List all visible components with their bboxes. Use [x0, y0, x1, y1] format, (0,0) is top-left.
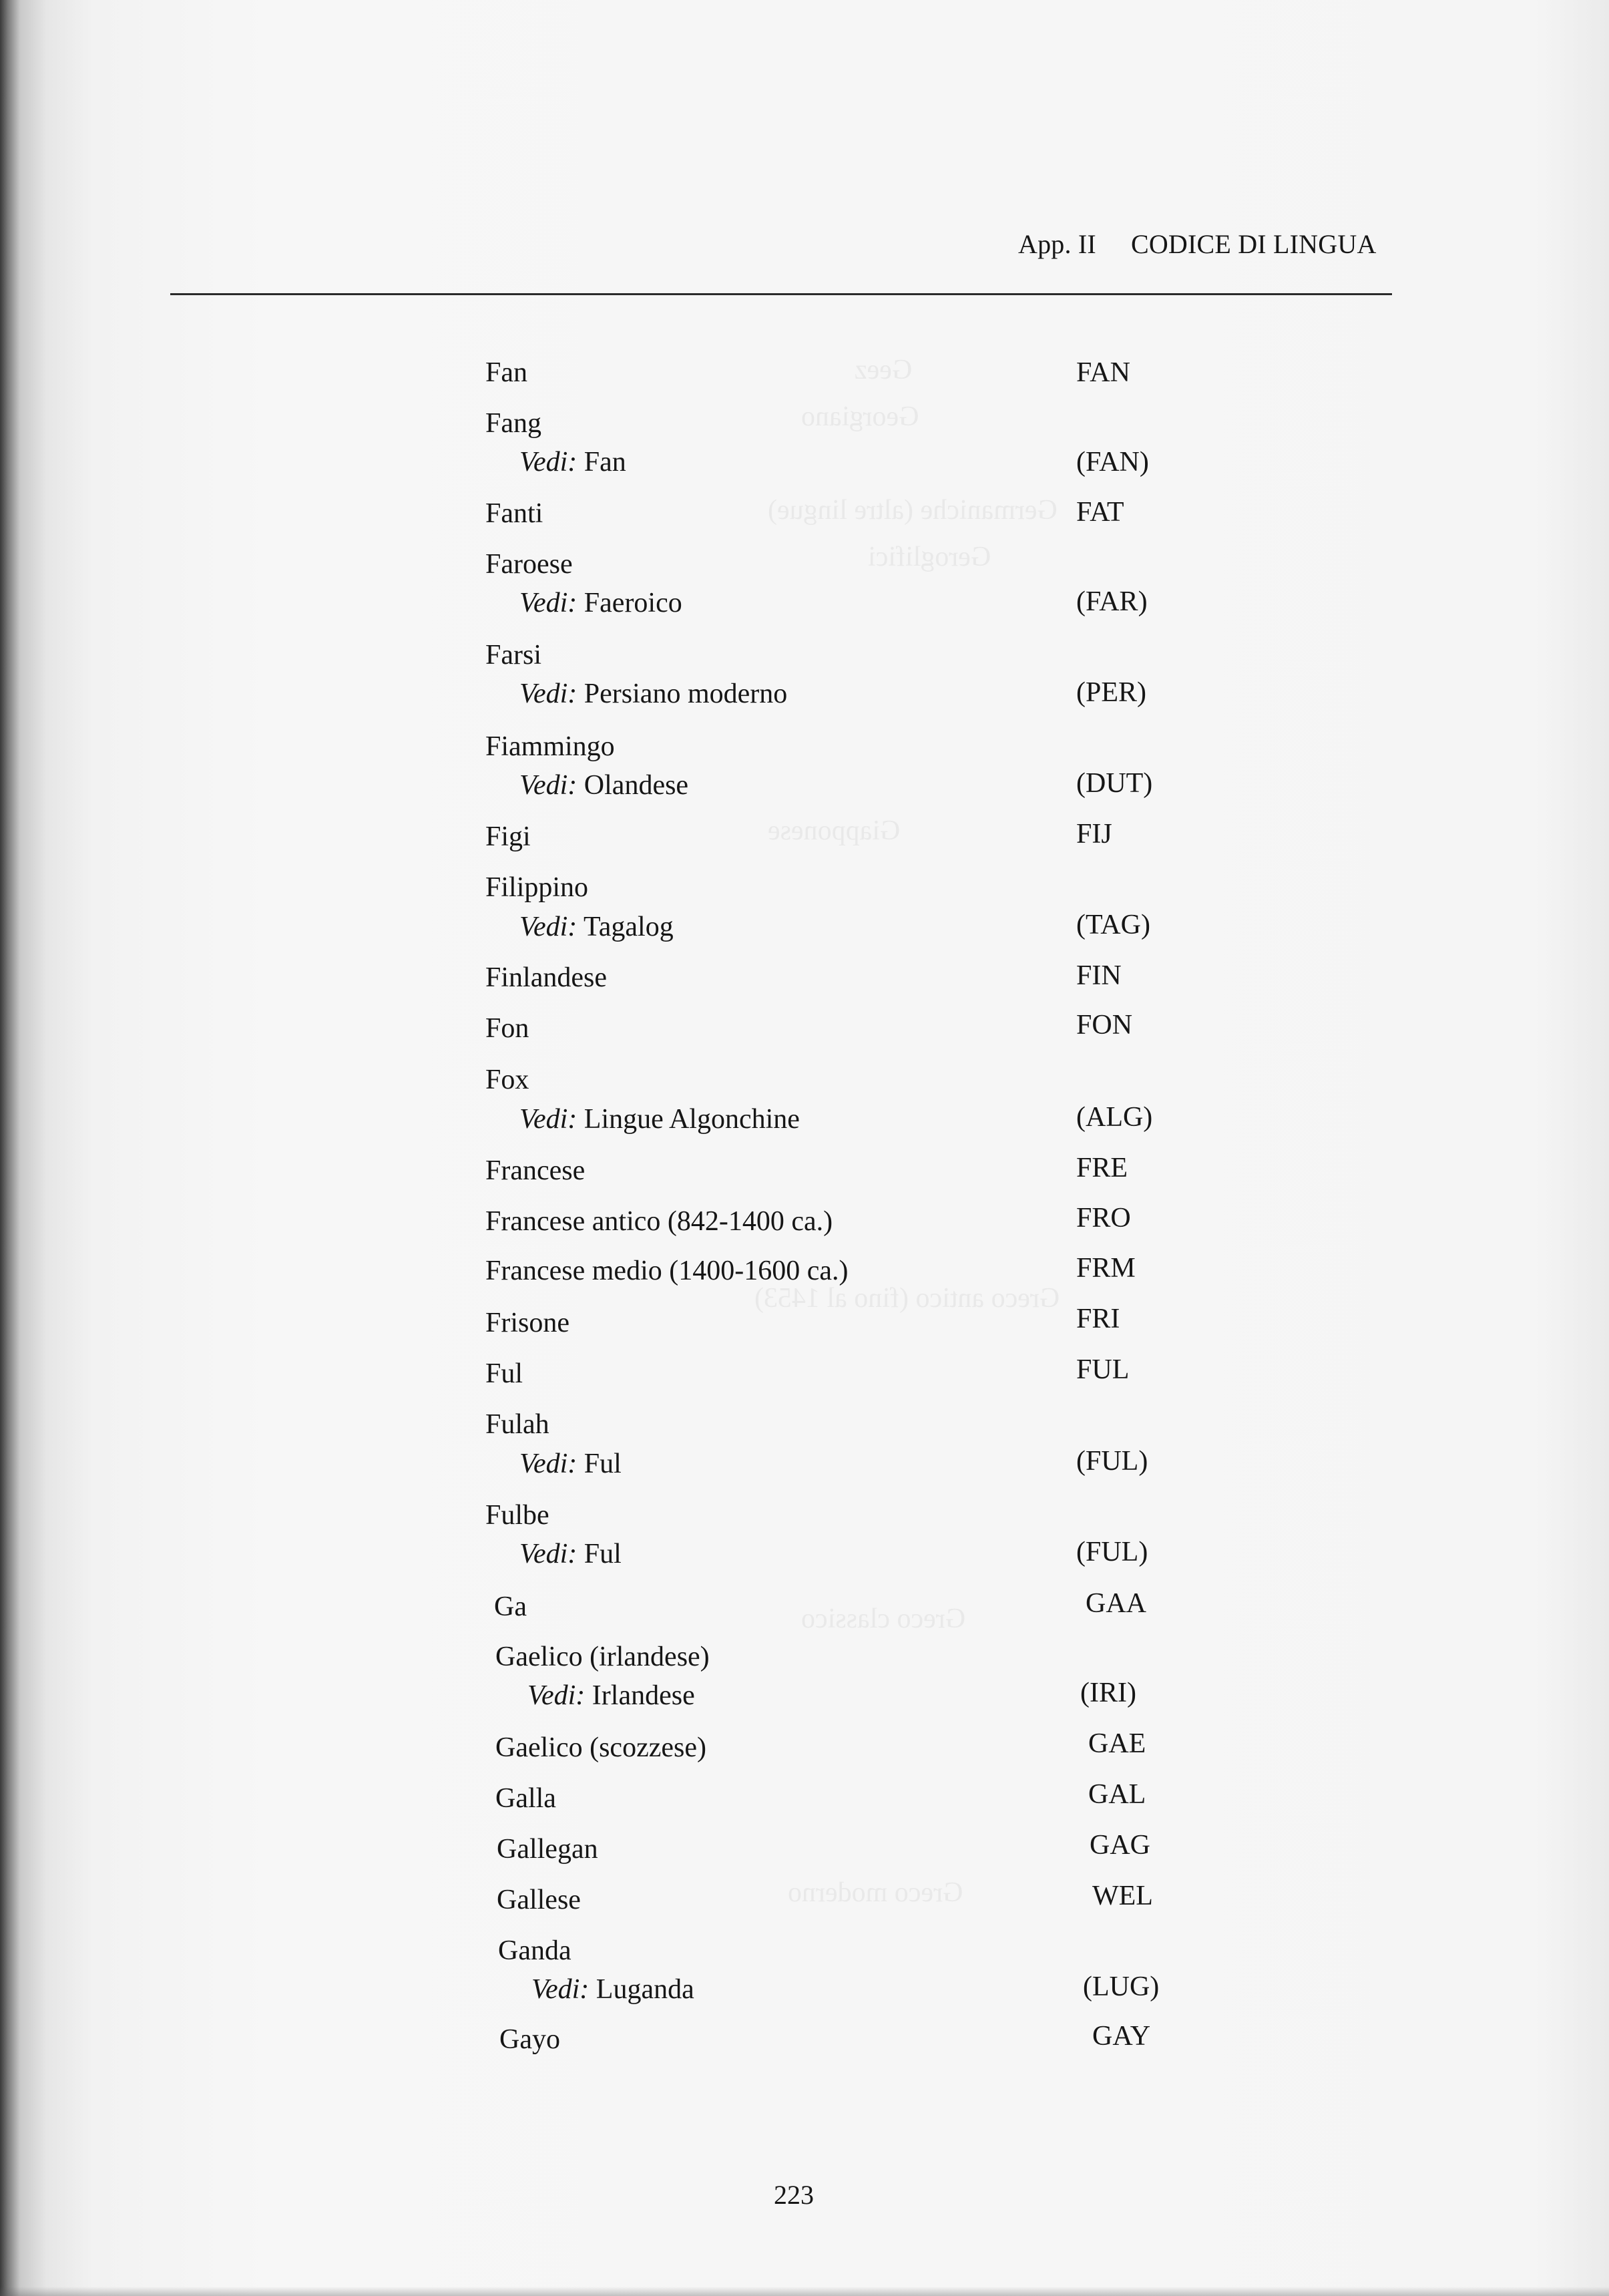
- entry-code: FON: [1076, 1010, 1133, 1040]
- entry-term: Gaelico (irlandese): [495, 1642, 710, 1672]
- entry-code: (ALG): [1076, 1102, 1153, 1133]
- entry-term: Galla: [495, 1783, 556, 1814]
- entry-term: Finlandese: [485, 962, 607, 993]
- see-label: Vedi:: [519, 1104, 578, 1135]
- entry-code: (PER): [1076, 677, 1146, 708]
- see-label: Vedi:: [519, 770, 578, 801]
- entry-term: Gaelico (scozzese): [495, 1732, 706, 1763]
- entry-term: Ga: [494, 1591, 527, 1622]
- see-reference: [519, 680, 787, 708]
- entry-term: Gallegan: [497, 1834, 598, 1865]
- section-title: CODICE DI LINGUA: [1130, 229, 1377, 259]
- see-label: Vedi:: [519, 1539, 578, 1569]
- see-label: Vedi:: [527, 1680, 586, 1711]
- page-number: 223: [774, 2180, 814, 2210]
- entry-code: FRE: [1076, 1153, 1128, 1183]
- see-reference: [527, 1682, 695, 1710]
- entry-code: (FAN): [1076, 447, 1149, 477]
- entry-code: FAT: [1076, 497, 1124, 528]
- page-edge-shadow: [0, 2287, 1609, 2296]
- see-reference: [519, 448, 626, 476]
- entry-code: (LUG): [1083, 1971, 1160, 2002]
- entry-code: FIN: [1076, 960, 1122, 991]
- see-reference: [519, 771, 688, 799]
- entry-code: FAN: [1076, 357, 1130, 388]
- see-reference: [531, 1975, 694, 2003]
- entry-term: Ganda: [498, 1935, 571, 1966]
- entry-term: Fox: [485, 1065, 529, 1095]
- entry-term: Gallese: [497, 1885, 581, 1915]
- entry-code: GAA: [1086, 1588, 1146, 1619]
- entry-code: (TAG): [1076, 910, 1150, 940]
- entry-code: (FUL): [1076, 1446, 1148, 1477]
- entry-term: Frisone: [485, 1308, 569, 1338]
- entry-code: (FAR): [1076, 586, 1148, 617]
- entry-term: Fan: [485, 357, 527, 388]
- see-label: Vedi:: [519, 588, 578, 618]
- entry-code: (DUT): [1076, 768, 1153, 799]
- entry-code: WEL: [1092, 1881, 1153, 1911]
- entry-code: (IRI): [1080, 1678, 1136, 1708]
- entry-term: Fon: [485, 1013, 529, 1044]
- see-reference: [519, 1450, 622, 1478]
- book-page: Geez Georgiano Germaniche (altre lingue) Geroglifici Giapponese Greco antico (fino al 1453) Greco classico Greco moderno App. II CODICE DI LINGUA Fan FAN Fang Vedi: Fan (FAN) Fanti FAT Faroese Vedi: Faeroico (FAR) Farsi Vedi: Persiano moderno (PER) Fiammingo Vedi: Olandese (DUT) Figi FIJ Filippino Vedi: Tagalog (TAG) Finlandese FIN Fon FON Fox Vedi: Lingue Algonchine (ALG) Francese FRE Francese antico (842-1400 ca.) FRO Francese medio (1400-1600 ca.) FRM Frisone FRI Ful FUL Fulah Vedi: Ful (FUL) Fulbe Vedi: Ful (FUL) Ga GAA Gaelico (irlandese) Vedi: Irlandese (IRI) Gaelico (scozzese) GAE Galla GAL Gallegan GAG Gallese WEL Ganda Vedi: Luganda (LUG) Gayo GAY 223: [0, 0, 1609, 2296]
- see-label: Vedi:: [519, 912, 578, 942]
- entry-term: Fulbe: [485, 1500, 549, 1531]
- see-target: Ful: [584, 1539, 622, 1569]
- see-reference: [519, 589, 682, 617]
- entry-term: Francese: [485, 1155, 586, 1186]
- entry-code: FRM: [1076, 1253, 1136, 1284]
- entry-term: Farsi: [485, 640, 541, 671]
- see-label: Vedi:: [519, 679, 578, 709]
- entry-code: GAG: [1090, 1830, 1150, 1861]
- entry-term: Fanti: [485, 498, 543, 529]
- see-target: Ful: [584, 1449, 622, 1479]
- see-reference: [519, 1105, 800, 1133]
- entry-term: Figi: [485, 821, 531, 852]
- see-target: Olandese: [584, 770, 689, 801]
- entry-term: Francese antico (842-1400 ca.): [485, 1206, 833, 1237]
- entry-code: FUL: [1076, 1354, 1130, 1385]
- see-target: Lingue Algonchine: [584, 1104, 800, 1135]
- entry-code: FIJ: [1076, 819, 1112, 849]
- see-target: Luganda: [596, 1974, 694, 2005]
- entry-code: (FUL): [1076, 1537, 1148, 1567]
- entry-code: GAE: [1088, 1728, 1146, 1759]
- see-target: Irlandese: [592, 1680, 695, 1711]
- see-target: Fan: [584, 447, 626, 477]
- see-label: Vedi:: [531, 1974, 590, 2005]
- see-target: Persiano moderno: [584, 679, 788, 709]
- entry-term: Fang: [485, 408, 541, 439]
- entry-code: FRI: [1076, 1304, 1120, 1334]
- see-reference: [519, 913, 674, 941]
- entry-term: Francese medio (1400-1600 ca.): [485, 1256, 849, 1286]
- entry-term: Faroese: [485, 549, 573, 580]
- entry-code: FRO: [1076, 1203, 1131, 1233]
- see-target: Faeroico: [584, 588, 682, 618]
- see-label: Vedi:: [519, 447, 578, 477]
- see-label: Vedi:: [519, 1449, 578, 1479]
- entry-term: Fulah: [485, 1409, 549, 1440]
- see-target: Tagalog: [584, 912, 674, 942]
- entry-code: GAY: [1092, 2021, 1151, 2052]
- entry-term: Gayo: [499, 2024, 560, 2055]
- entry-term: Fiammingo: [485, 731, 615, 762]
- see-reference: [519, 1540, 622, 1568]
- entry-term: Filippino: [485, 872, 589, 903]
- entry-code: GAL: [1088, 1779, 1146, 1810]
- appendix-label: App. II: [1018, 229, 1096, 259]
- entry-term: Ful: [485, 1358, 523, 1389]
